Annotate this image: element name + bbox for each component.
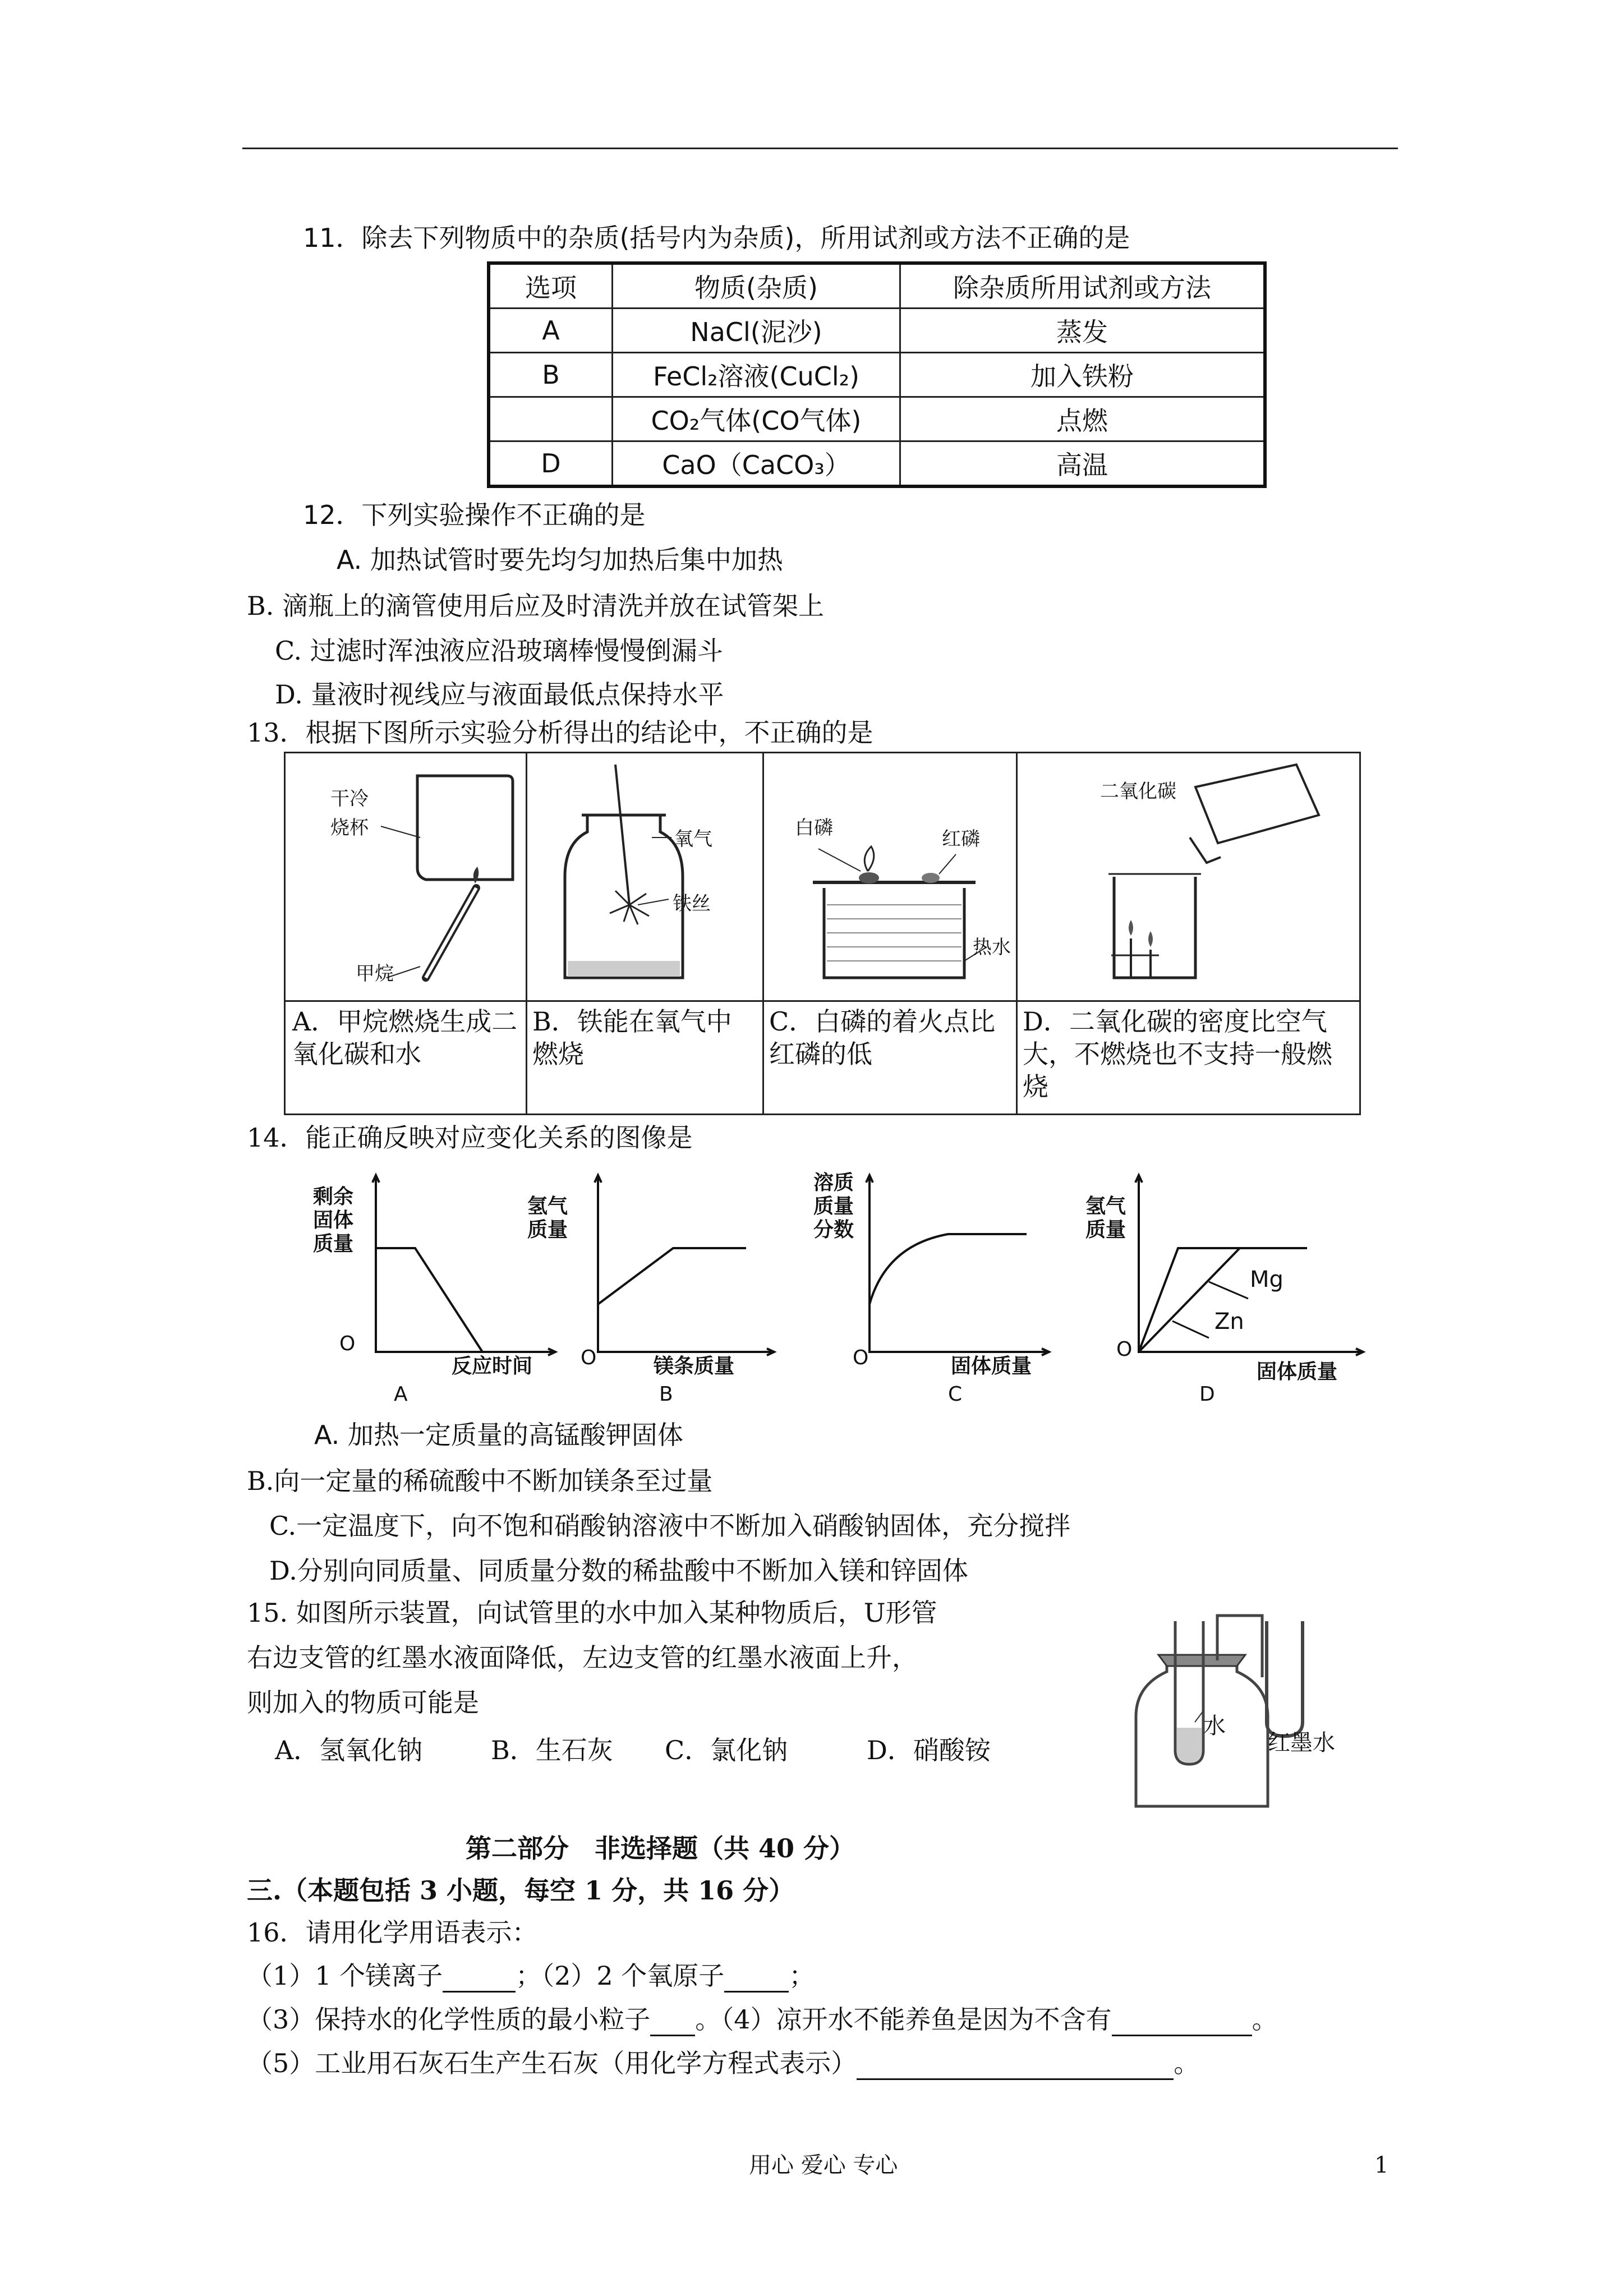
graph-b-letter: B — [659, 1383, 673, 1406]
graph-d-origin: O — [1116, 1338, 1133, 1361]
table-cell: NaCl(泥沙) — [613, 309, 900, 353]
q12-option-a: A. 加热试管时要先均匀加热后集中加热 — [337, 545, 783, 575]
q16-item-3-text: （3）保持水的化学性质的最小粒子 — [247, 2004, 651, 2035]
table-row — [489, 441, 1265, 487]
q15-line-1: 15. 如图所示装置，向试管里的水中加入某种物质后，U形管 — [247, 1598, 937, 1628]
graph-d-ylabel: 氢气 质量 — [1085, 1195, 1126, 1241]
footer-motto: 用心 爱心 专心 — [749, 2152, 898, 2178]
section-three-heading: 三.（本题包括 3 小题，每空 1 分，共 16 分） — [247, 1875, 795, 1906]
graph-d-letter: D — [1199, 1383, 1215, 1406]
graph-d-series-zn: Zn — [1214, 1309, 1244, 1335]
table-row — [489, 263, 1265, 309]
q16-item-2-text: ；（2）2 个氧原子 — [516, 1961, 725, 1991]
graph-a-ylabel: 剩余 固体 质量 — [313, 1185, 354, 1255]
q16-line-2 — [247, 2003, 1278, 2036]
q15-line-3: 则加入的物质可能是 — [247, 1687, 479, 1718]
iron-wire-label: 铁丝 — [673, 892, 711, 915]
methane-label: 甲烷 — [356, 963, 394, 985]
q16-line-1 — [247, 1959, 815, 1993]
cold-beaker-label: 干冷 烧杯 — [330, 788, 369, 839]
q15-option-d: D．硝酸铵 — [867, 1735, 991, 1765]
table-cell: 点燃 — [900, 397, 1266, 441]
q16-item-1-text: （1）1 个镁离子 — [247, 1961, 443, 1991]
q12-option-d: D. 量液时视线应与液面最低点保持水平 — [275, 679, 724, 710]
table-cell: 高温 — [900, 441, 1266, 487]
phosphorus-ignition-figure — [762, 753, 1016, 1000]
q13-stem: 13．根据下图所示实验分析得出的结论中，不正确的是 — [247, 717, 873, 748]
graph-a-origin: O — [339, 1332, 356, 1355]
graph-c-ylabel: 溶质 质量 分数 — [813, 1171, 854, 1241]
graph-b-xlabel: 镁条质量 — [654, 1355, 735, 1378]
red-phosphorus-label: 红磷 — [942, 828, 980, 850]
q15-option-a: A．氢氧化钠 — [275, 1735, 423, 1765]
q14-option-b: B.向一定量的稀硫酸中不断加镁条至过量 — [247, 1466, 713, 1496]
table-cell: FeCl₂溶液(CuCl₂) — [613, 353, 900, 397]
co2-pouring-figure — [1016, 753, 1359, 1000]
q11-table — [487, 261, 1267, 488]
header-rule — [242, 148, 1398, 149]
q15-line-2: 右边支管的红墨水液面降低，左边支管的红墨水液面上升， — [247, 1642, 918, 1673]
q13-cell-b — [526, 753, 764, 1114]
table-row — [489, 309, 1265, 353]
graph-d — [1111, 1172, 1369, 1380]
answer-blank-5[interactable] — [857, 2053, 1174, 2080]
graph-b-ylabel: 氢气 质量 — [527, 1195, 568, 1241]
table-row — [489, 397, 1265, 441]
q15-option-c: C．氯化钠 — [665, 1735, 788, 1765]
u-tube-apparatus-figure — [1128, 1610, 1386, 1818]
q11-stem: 11．除去下列物质中的杂质(括号内为杂质)，所用试剂或方法不正确的是 — [303, 223, 1130, 253]
table-row — [489, 353, 1265, 397]
red-ink-label: 红墨水 — [1268, 1730, 1335, 1756]
answer-blank-4[interactable] — [1112, 2009, 1252, 2036]
q15-option-b: B．生石灰 — [491, 1735, 613, 1765]
graph-d-xlabel: 固体质量 — [1257, 1360, 1338, 1383]
q13-caption-b: B．铁能在氧气中燃烧 — [526, 1000, 762, 1074]
q14-stem: 14．能正确反映对应变化关系的图像是 — [247, 1122, 693, 1153]
table-cell: D — [489, 441, 613, 487]
oxygen-label: 氧气 — [674, 828, 712, 850]
q16-stem: 16．请用化学用语表示： — [247, 1917, 538, 1948]
q16-line-2-end: 。 — [1252, 2004, 1278, 2035]
q13-caption-c: C．白磷的着火点比红磷的低 — [762, 1000, 1016, 1074]
iron-burning-figure — [526, 753, 762, 1000]
methane-combustion-figure — [286, 753, 526, 1000]
answer-blank-2[interactable] — [724, 1965, 789, 1993]
q12-option-c: C. 过滤时浑浊液应沿玻璃棒慢慢倒漏斗 — [275, 636, 723, 666]
table-cell — [489, 397, 613, 441]
graph-d-series-mg: Mg — [1250, 1267, 1283, 1292]
q16-item-5-text: （5）工业用石灰石生产生石灰（用化学方程式表示） — [247, 2048, 857, 2078]
q16-line-1-end: ； — [789, 1961, 815, 1991]
graph-a-xlabel: 反应时间 — [452, 1355, 533, 1378]
co2-label: 二氧化碳 — [1100, 780, 1176, 803]
table-cell: 加入铁粉 — [900, 353, 1266, 397]
graph-c-letter: C — [948, 1383, 963, 1406]
table-cell: 蒸发 — [900, 309, 1266, 353]
graph-a-letter: A — [394, 1383, 408, 1406]
q13-cell-a — [286, 753, 527, 1114]
graph-c-xlabel: 固体质量 — [951, 1355, 1032, 1378]
q16-line-3 — [247, 2046, 1199, 2080]
white-phosphorus-label: 白磷 — [795, 817, 833, 839]
graph-c-origin: O — [853, 1346, 869, 1369]
q12-option-b: B. 滴瓶上的滴管使用后应及时清洗并放在试管架上 — [247, 591, 825, 621]
table-cell: B — [489, 353, 613, 397]
page-number: 1 — [1374, 2152, 1389, 2178]
water-label: 水 — [1203, 1713, 1226, 1739]
q13-caption-a: A．甲烷燃烧生成二氧化碳和水 — [286, 1000, 526, 1074]
q12-stem: 12．下列实验操作不正确的是 — [303, 500, 646, 530]
q14-option-d: D.分别向同质量、同质量分数的稀盐酸中不断加入镁和锌固体 — [269, 1556, 968, 1586]
part2-title: 第二部分 非选择题（共 40 分） — [466, 1833, 855, 1864]
table-header-cell: 物质(杂质) — [613, 263, 900, 309]
q13-caption-d: D．二氧化碳的密度比空气大，不燃烧也不支持一般燃烧 — [1016, 1000, 1359, 1106]
table-cell: CaO（CaCO₃） — [613, 441, 900, 487]
answer-blank-1[interactable] — [443, 1965, 516, 1993]
table-header-cell: 除杂质所用试剂或方法 — [900, 263, 1266, 309]
q13-cell-d — [1016, 753, 1359, 1114]
answer-blank-3[interactable] — [650, 2009, 695, 2036]
q13-cell-c — [762, 753, 1018, 1114]
q14-option-c: C.一定温度下，向不饱和硝酸钠溶液中不断加入硝酸钠固体，充分搅拌 — [269, 1511, 1071, 1541]
graph-b-origin: O — [581, 1346, 597, 1369]
q14-option-a: A. 加热一定质量的高锰酸钾固体 — [314, 1420, 683, 1450]
hot-water-label: 热水 — [973, 936, 1011, 959]
table-header-cell: 选项 — [489, 263, 613, 309]
q16-item-4-text: 。（4）凉开水不能养鱼是因为不含有 — [695, 2004, 1112, 2035]
table-cell: A — [489, 309, 613, 353]
q13-figure-grid — [284, 752, 1361, 1115]
table-cell: CO₂气体(CO气体) — [613, 397, 900, 441]
q16-line-3-end: 。 — [1174, 2048, 1200, 2078]
